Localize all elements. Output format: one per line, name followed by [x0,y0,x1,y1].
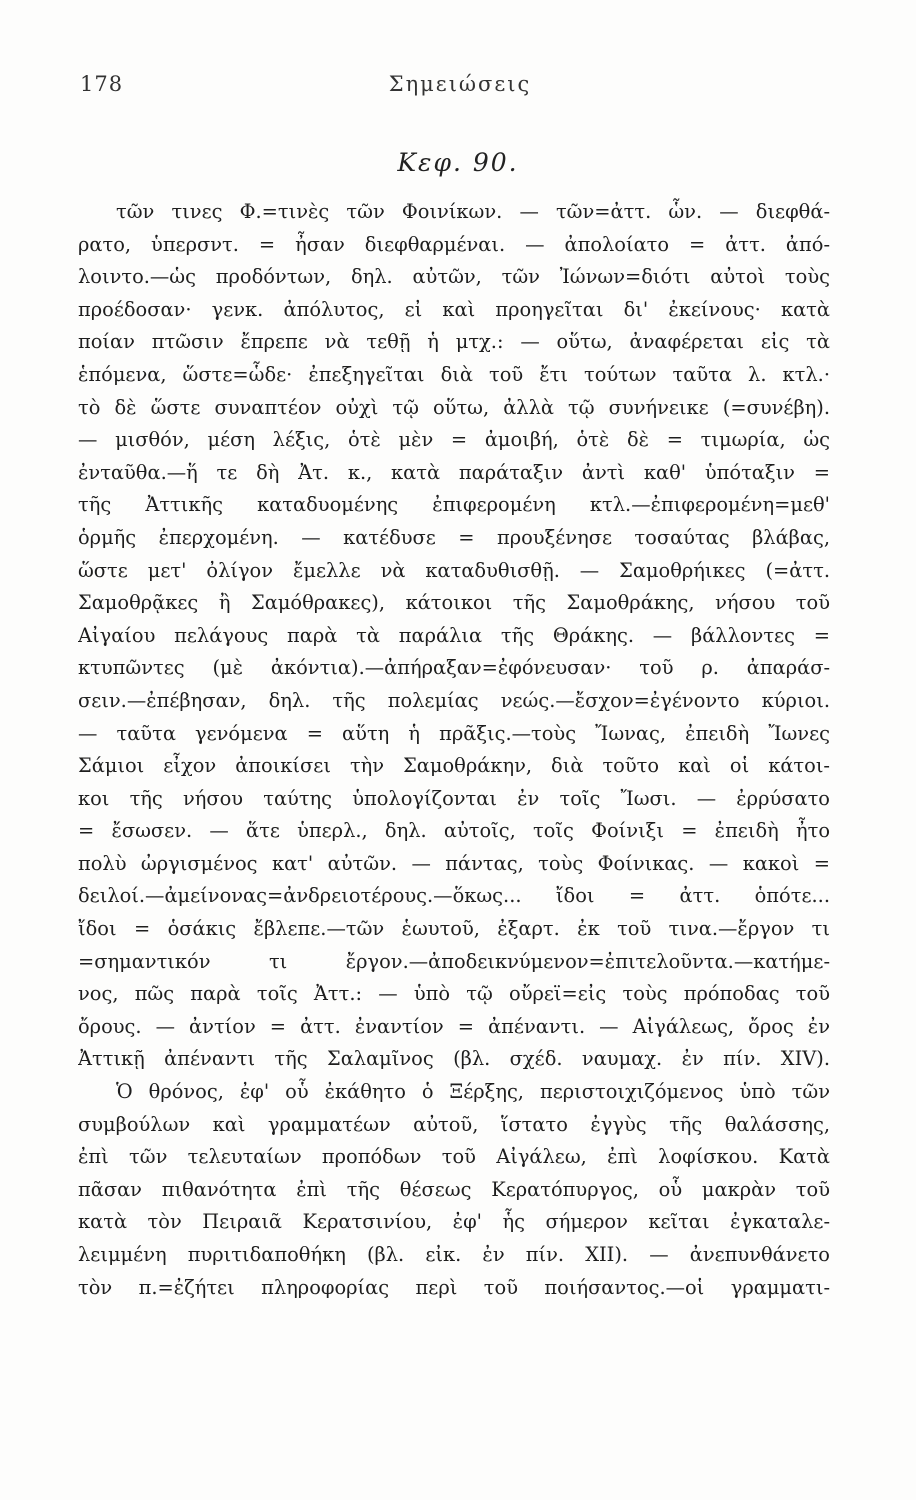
chapter-title: Κεφ. 90. [397,148,519,177]
text-line: ἐνταῦθα.—ἥ τε δὴ Ἀτ. κ., κατὰ παράταξιν ἀντὶ καθ' ὑπόταξιν = [78,460,830,484]
text-line: πᾶσαν πιθανότητα ἐπὶ τῆς θέσεως Κερατόπυργος, οὗ μακρὰν τοῦ [78,1177,830,1201]
text-line: Ἀττικῇ ἀπέναντι τῆς Σαλαμῖνος (βλ. σχέδ. ναυμαχ. ἐν πίν. XIV). [78,1047,830,1071]
text-line: κτυπῶντες (μὲ ἀκόντια).—ἀπήραξαν=ἐφόνευσαν· τοῦ ρ. ἀπαράσ- [78,656,830,680]
text-line: κοι τῆς νήσου ταύτης ὑπολογίζονται ἐν τοῖς Ἴωσι. — ἐρρύσατο [78,786,830,810]
text-line: ὥστε μετ' ὀλίγον ἔμελλε νὰ καταδυθισθῇ. — Σαμοθρήικες (=ἀττ. [78,558,830,582]
text-line: — ταῦτα γενόμενα = αὕτη ἡ πρᾶξις.—τοὺς Ἴωνας, ἐπειδὴ Ἴωνες [78,721,830,745]
text-line: πολὺ ὠργισμένος κατ' αὐτῶν. — πάντας, τοὺς Φοίνικας. — κακοὶ = [78,851,830,875]
text-line: νος, πῶς παρὰ τοῖς Ἀττ.: — ὑπὸ τῷ οὔρεϊ=εἰς τοὺς πρόποδας τοῦ [78,982,830,1006]
text-line: Αἰγαίου πελάγους παρὰ τὰ παράλια τῆς Θράκης. — βάλλοντες = [78,623,830,647]
text-line: ἐπὶ τῶν τελευταίων προπόδων τοῦ Αἰγάλεω, ἐπὶ λοφίσκου. Κατὰ [78,1145,830,1169]
page-header [80,64,840,104]
text-line: ἴδοι = ὁσάκις ἔβλεπε.—τῶν ἑωυτοῦ, ἐξαρτ. ἐκ τοῦ τινα.—ἔργον τι [78,917,830,941]
text-line: δειλοί.—ἀμείνονας=ἀνδρειοτέρους.—ὅκως... ἴδοι = ἀττ. ὁπότε... [78,884,830,908]
text-line: ὄρους. — ἀντίον = ἀττ. ἐναντίον = ἀπέναντι. — Αἰγάλεως, ὄρος ἐν [78,1014,830,1038]
text-line: τὸν π.=ἐζήτει πληροφορίας περὶ τοῦ ποιήσαντος.—οἱ γραμματι- [78,1275,830,1299]
text-line: τῶν τινες Φ.=τινὲς τῶν Φοινίκων. — τῶν=ἀττ. ὧν. — διεφθά- [116,200,830,223]
text-line: προέδοσαν· γενκ. ἀπόλυτος, εἰ καὶ προηγεῖται δι' ἐκείνους· κατὰ [78,297,830,321]
page-number: 178 [80,72,124,96]
text-line: σειν.—ἐπέβησαν, δηλ. τῆς πολεμίας νεώς.—ἔσχον=ἐγένοντο κύριοι. [78,688,830,712]
text-line: ἑπόμενα, ὥστε=ὧδε· ἐπεξηγεῖται διὰ τοῦ ἔτι τούτων ταῦτα λ. κτλ.· [78,362,830,386]
text-line: λοιντο.—ὡς προδόντων, δηλ. αὐτῶν, τῶν Ἰώνων=διότι αὐτοὶ τοὺς [78,265,830,289]
text-line: =σημαντικόν τι ἔργον.—ἀποδεικνύμενον=ἐπιτελοῦντα.—κατήμε- [78,949,830,973]
text-line: Σαμοθρᾷκες ἢ Σαμόθρακες), κάτοικοι τῆς Σαμοθράκης, νήσου τοῦ [78,591,830,615]
text-line: τὸ δὲ ὥστε συναπτέον οὐχὶ τῷ οὕτω, ἀλλὰ τῷ συνήνεικε (=συνέβη). [78,395,830,419]
text-line: συμβούλων καὶ γραμματέων αὐτοῦ, ἵστατο ἐγγὺς τῆς θαλάσσης, [78,1112,830,1136]
text-line: Ὁ θρόνος, ἐφ' οὗ ἐκάθητο ὁ Ξέρξης, περιστοιχιζόμενος ὑπὸ τῶν [116,1080,830,1104]
text-line: ὁρμῆς ἐπερχομένη. — κατέδυσε = προυξένησε τοσαύτας βλάβας, [78,525,830,549]
text-line: ποίαν πτῶσιν ἔπρεπε νὰ τεθῇ ἡ μτχ.: — οὕτω, ἀναφέρεται εἰς τὰ [78,330,830,354]
text-line: ρατο, ὑπερσντ. = ἦσαν διεφθαρμέναι. — ἀπολοίατο = ἀττ. ἀπό- [78,232,830,256]
text-line: λειμμένη πυριτιδαποθήκη (βλ. εἰκ. ἐν πίν. XII). — ἀνεπυνθάνετο [78,1243,830,1266]
text-line: τῆς Ἀττικῆς καταδυομένης ἐπιφερομένη κτλ.—ἐπιφερομένη=μεθ' [78,493,830,517]
text-line: — μισθόν, μέση λέξις, ὁτὲ μὲν = ἀμοιβή, ὁτὲ δὲ = τιμωρία, ὡς [78,428,830,452]
text-line: κατὰ τὸν Πειραιᾶ Κερατσινίου, ἐφ' ἧς σήμερον κεῖται ἐγκαταλε- [78,1210,830,1234]
text-line: Σάμιοι εἶχον ἀποικίσει τὴν Σαμοθράκην, διὰ τοῦτο καὶ οἱ κάτοι- [78,754,830,778]
text-line: = ἔσωσεν. — ἅτε ὑπερλ., δηλ. αὐτοῖς, τοῖς Φοίνιξι = ἐπειδὴ ἦτο [78,819,830,843]
notes-body-text [78,196,830,1304]
running-head: Σημειώσεις [388,72,532,96]
